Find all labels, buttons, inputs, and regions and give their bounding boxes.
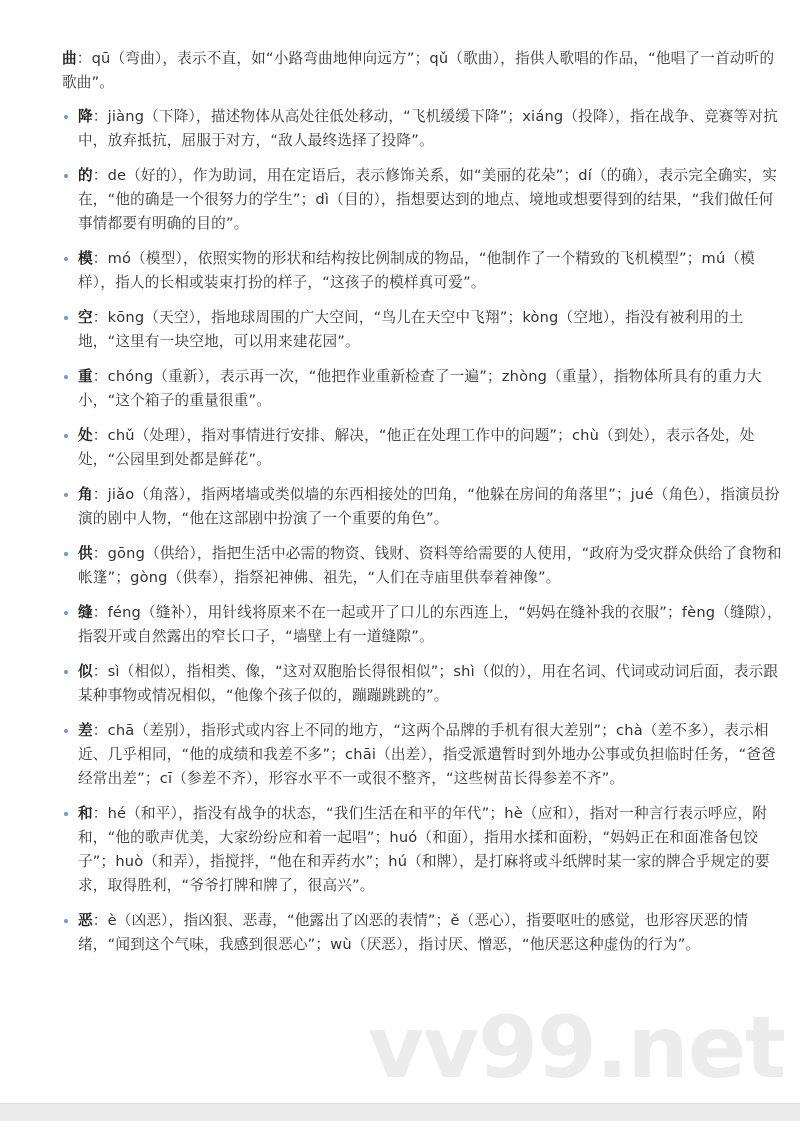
list-item	[78, 909, 784, 957]
entry-character: 似	[78, 663, 93, 680]
entry-text: ：féng（缝补），用针线将原来不在一起或开了口儿的东西连上，“妈妈在缝补我的衣服”；fèng（缝隙），指裂开或自然露出的窄长口子，“墙壁上有一道缝隙”。	[78, 604, 782, 645]
entry-character: 空	[78, 309, 93, 326]
bullet-icon	[64, 434, 68, 438]
bullet-icon	[64, 375, 68, 379]
entry-list	[78, 105, 784, 968]
entry-text: ：kōng（天空），指地球周围的广大空间，“鸟儿在天空中飞翔”；kòng（空地），指没有被利用的土地，“这里有一块空地，可以用来建花园”。	[78, 309, 744, 350]
watermark: vv99.net	[368, 998, 786, 1098]
intro-paragraph	[62, 47, 784, 95]
entry-character: 缝	[78, 604, 93, 621]
entry-character: 曲	[62, 50, 77, 67]
bullet-icon	[64, 812, 68, 816]
bullet-icon	[64, 316, 68, 320]
entry-text: ：chā（差别），指形式或内容上不同的地方，“这两个品牌的手机有很大差别”；chà（差不多），表示相近、几乎相同，“他的成绩和我差不多”；chāi（出差），指受派遣暂时到外地办公事或负担临时任务，“爸爸经常出差”；cī（参差不齐），形容水平不一或很不整齐，“这些树苗长得参差不齐”。	[78, 722, 776, 787]
entry-character: 的	[78, 167, 93, 184]
entry-text: ：jiàng（下降），描述物体从高处往低处移动，“飞机缓缓下降”；xiáng（投降），指在战争、竞赛等对抗中，放弃抵抗，屈服于对方，“敌人最终选择了投降”。	[78, 108, 778, 149]
list-item	[78, 306, 784, 354]
bullet-icon	[64, 670, 68, 674]
list-item	[78, 660, 784, 708]
bullet-icon	[64, 611, 68, 615]
entry-text: ：chóng（重新），表示再一次，“他把作业重新检查了一遍”；zhòng（重量），指物体所具有的重力大小，“这个箱子的重量很重”。	[78, 368, 762, 409]
page-gap	[0, 1103, 800, 1122]
entry-text: ：sì（相似），指相类、像，“这对双胞胎长得很相似”；shì（似的），用在名词、代词或动词后面，表示跟某种事物或情况相似，“他像个孩子似的，蹦蹦跳跳的”。	[78, 663, 779, 704]
bullet-icon	[64, 552, 68, 556]
bullet-icon	[64, 919, 68, 923]
entry-character: 重	[78, 368, 93, 385]
entry-text: ：qū（弯曲），表示不直，如“小路弯曲地伸向远方”；qǔ（歌曲），指供人歌唱的作品，“他唱了一首动听的歌曲”。	[62, 50, 775, 91]
entry-text: ：è（凶恶），指凶狠、恶毒，“他露出了凶恶的表情”；ě（恶心），指要呕吐的感觉，也形容厌恶的情绪，“闻到这个气味，我感到很恶心”；wù（厌恶），指讨厌、憎恶，“他厌恶这种虚伪的行为”。	[78, 912, 749, 953]
list-item	[78, 365, 784, 413]
list-item	[78, 802, 784, 898]
bullet-icon	[64, 257, 68, 261]
bullet-icon	[64, 174, 68, 178]
entry-character: 模	[78, 250, 93, 267]
next-page-edge	[0, 1121, 800, 1137]
entry-text: ：gōng（供给），指把生活中必需的物资、钱财、资料等给需要的人使用，“政府为受灾群众供给了食物和帐篷”；gòng（供奉），指祭祀神佛、祖先，“人们在寺庙里供奉着神像”。	[78, 545, 782, 586]
list-item	[78, 719, 784, 791]
entry-character: 降	[78, 108, 93, 125]
entry-text: ：de（好的），作为助词，用在定语后，表示修饰关系，如“美丽的花朵”；dí（的确），表示完全确实，实在，“他的确是一个很努力的学生”；dì（目的），指想要达到的地点、境地或想要得到的结果，“我们做任何事情都要有明确的目的”。	[78, 167, 778, 232]
entry-text: ：mó（模型），依照实物的形状和结构按比例制成的物品，“他制作了一个精致的飞机模型”；mú（模样），指人的长相或装束打扮的样子，“这孩子的模样真可爱”。	[78, 250, 755, 291]
list-item	[78, 542, 784, 590]
entry-character: 和	[78, 805, 93, 822]
entry-character: 恶	[78, 912, 93, 929]
list-item	[78, 105, 784, 153]
list-item	[78, 247, 784, 295]
entry-character: 处	[78, 427, 93, 444]
entry-text: ：hé（和平），指没有战争的状态，“我们生活在和平的年代”；hè（应和），指对一种言行表示呼应，附和，“他的歌声优美，大家纷纷应和着一起唱”；huó（和面），指用水揉和面粉，“妈妈正在和面准备包饺子”；huò（和弄），指搅拌，“他在和弄药水”；hú（和牌），是打麻将或斗纸牌时某一家的牌合乎规定的要求，取得胜利，“爷爷打牌和牌了，很高兴”。	[78, 805, 770, 894]
list-item	[78, 483, 784, 531]
entry-character: 供	[78, 545, 93, 562]
entry-character: 角	[78, 486, 93, 503]
entry-text: ：jiǎo（角落），指两堵墙或类似墙的东西相接处的凹角，“他躲在房间的角落里”；jué（角色），指演员扮演的剧中人物，“他在这部剧中扮演了一个重要的角色”。	[78, 486, 780, 527]
bullet-icon	[64, 729, 68, 733]
list-item	[78, 164, 784, 236]
bullet-icon	[64, 115, 68, 119]
list-item	[78, 424, 784, 472]
bullet-icon	[64, 493, 68, 497]
entry-text: ：chǔ（处理），指对事情进行安排、解决，“他正在处理工作中的问题”；chù（到处），表示各处，处处，“公园里到处都是鲜花”。	[78, 427, 755, 468]
entry-character: 差	[78, 722, 93, 739]
list-item	[78, 601, 784, 649]
